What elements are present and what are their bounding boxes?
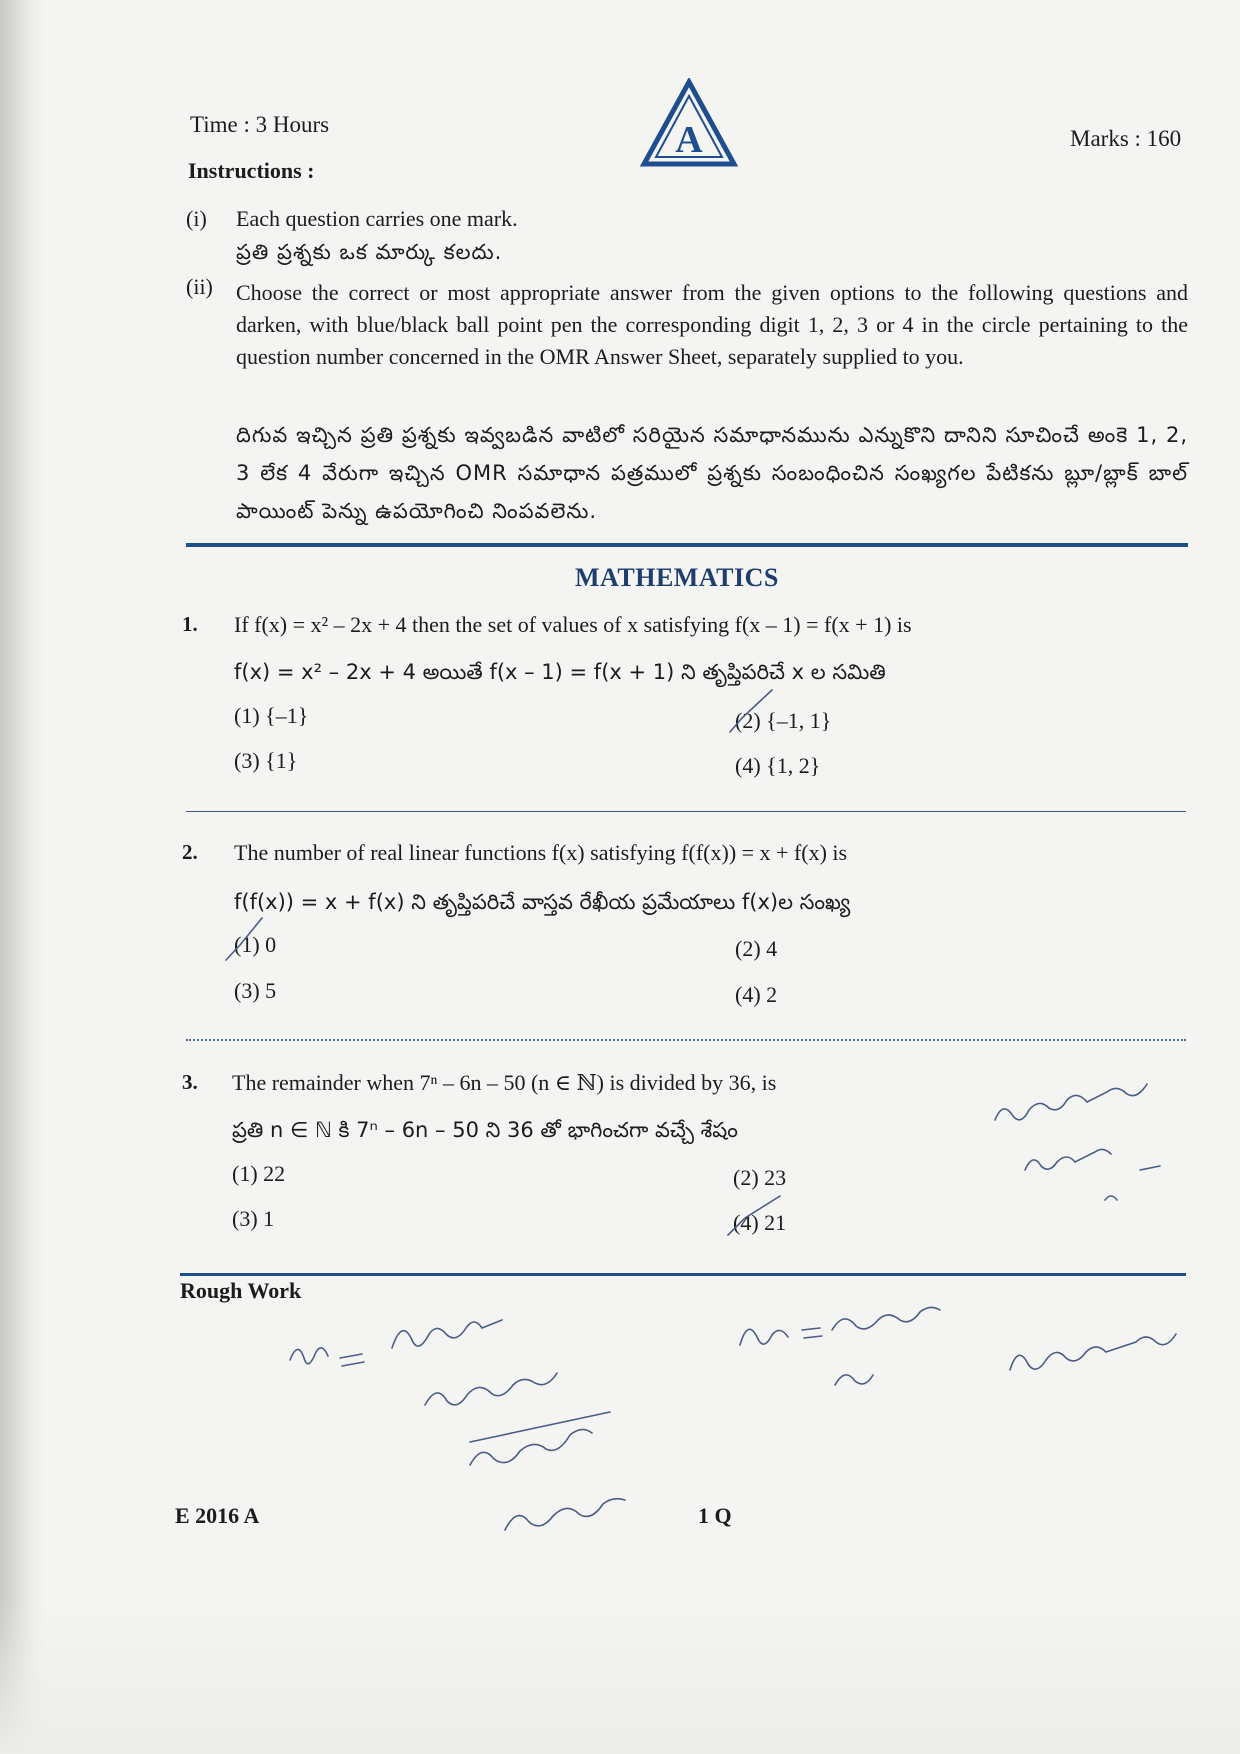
- instruction-1-number: (i): [186, 206, 207, 231]
- instruction-2-telugu: దిగువ ఇచ్చిన ప్రతి ప్రశ్నకు ఇవ్వబడిన వాటిలో సరియైన సమాధానమును ఎన్నుకొని దానిని సూచించే అంకె 1, 2, 3 లేక 4 వేరుగా ఇచ్చిన OMR సమాధాన పత్రములో ప్రశ్నకు సంబంధించిన సంఖ్యగల పేటికను బ్లూ/బ్లాక్ బాల్ పాయింట్ పెన్ను ఉపయోగించి నింపవలెను.: [236, 423, 1188, 523]
- exam-time: Time : 3 Hours: [190, 112, 330, 137]
- question-2-english: The number of real linear functions f(x) satisfying f(f(x)) = x + f(x) is: [234, 840, 848, 865]
- question-3-option-4[interactable]: (4) 21: [733, 1210, 787, 1235]
- instructions-title: Instructions :: [188, 158, 315, 183]
- question-2-option-4[interactable]: (4) 2: [735, 982, 778, 1007]
- question-3-english: The remainder when 7ⁿ – 6n – 50 (n ∈ ℕ) is divided by 36, is: [232, 1070, 777, 1095]
- question-1-option-1[interactable]: (1) {–1}: [234, 703, 309, 728]
- exam-marks: Marks : 160: [1070, 126, 1182, 151]
- question-1-divider: [186, 811, 1186, 812]
- scribble-1: [290, 1348, 328, 1364]
- margin-note-2: [1025, 1149, 1111, 1170]
- scribble-8: [835, 1375, 873, 1385]
- scribble-9: [1010, 1334, 1176, 1370]
- instruction-2-english: Choose the correct or most appropriate answer from the given options to the following questions and darken, with blue/black ball point pen the corresponding digit 1, 2, 3 or 4 in the circle pertaining to the question number concerned in the OMR Answer Sheet, separately supplied to you.: [236, 280, 1188, 369]
- header-divider: [186, 543, 1188, 547]
- question-3-option-2[interactable]: (2) 23: [733, 1165, 787, 1190]
- rough-work-label: Rough Work: [180, 1278, 302, 1303]
- booklet-code-logo: [640, 78, 738, 168]
- scribble-4: [470, 1429, 592, 1465]
- rough-work-divider: [180, 1273, 1186, 1276]
- margin-note-3: [1105, 1166, 1160, 1200]
- question-2-option-2[interactable]: (2) 4: [735, 936, 778, 961]
- footer-code: E 2016 A: [175, 1503, 260, 1528]
- footer-page: 1 Q: [698, 1503, 732, 1528]
- question-1-option-2[interactable]: (2) {–1, 1}: [735, 708, 832, 733]
- section-title: MATHEMATICS: [575, 563, 779, 592]
- scan-edge-shadow: [0, 0, 44, 1754]
- question-2-telugu: f(f(x)) = x + f(x) ని తృప్తిపరిచే వాస్తవ రేఖీయ ప్రమేయాలు f(x)ల సంఖ్య: [234, 890, 851, 914]
- question-2-option-1[interactable]: (1) 0: [234, 932, 277, 957]
- strike-line: [470, 1412, 610, 1442]
- scribble-7: [832, 1307, 940, 1330]
- scribble-5: [505, 1499, 625, 1530]
- scribble-6: [740, 1329, 788, 1345]
- question-3-option-3[interactable]: (3) 1: [232, 1206, 275, 1231]
- question-1-option-4[interactable]: (4) {1, 2}: [735, 753, 821, 778]
- question-1-telugu: f(x) = x² – 2x + 4 అయితే f(x – 1) = f(x + 1) ని తృప్తిపరిచే x ల సమితి: [234, 660, 886, 684]
- instruction-1-english: Each question carries one mark.: [236, 206, 518, 231]
- question-2-number: 2.: [182, 840, 198, 864]
- scan-bottom-fade: [0, 1600, 1240, 1754]
- scribble-equals-2: [802, 1328, 822, 1338]
- question-1-option-3[interactable]: (3) {1}: [234, 748, 298, 773]
- instruction-1-telugu: ప్రతి ప్రశ్నకు ఒక మార్కు కలదు.: [236, 240, 503, 264]
- question-1-english: If f(x) = x² – 2x + 4 then the set of values of x satisfying f(x – 1) = f(x + 1) is: [234, 612, 912, 637]
- scribble-equals: [340, 1354, 364, 1366]
- question-2-divider: [186, 1039, 1186, 1041]
- question-3-telugu: ప్రతి n ∈ ℕ కి 7ⁿ – 6n – 50 ని 36 తో భాగించగా వచ్చే శేషం: [232, 1118, 738, 1142]
- scribble-3: [425, 1373, 557, 1405]
- question-3-option-1[interactable]: (1) 22: [232, 1161, 286, 1186]
- margin-note-1: [995, 1084, 1147, 1120]
- instruction-2-number: (ii): [186, 274, 213, 299]
- question-2-option-3[interactable]: (3) 5: [234, 978, 277, 1003]
- question-1-number: 1.: [182, 612, 198, 636]
- scribble-2: [392, 1320, 502, 1348]
- question-3-number: 3.: [182, 1070, 198, 1094]
- booklet-code-letter: A: [675, 119, 703, 161]
